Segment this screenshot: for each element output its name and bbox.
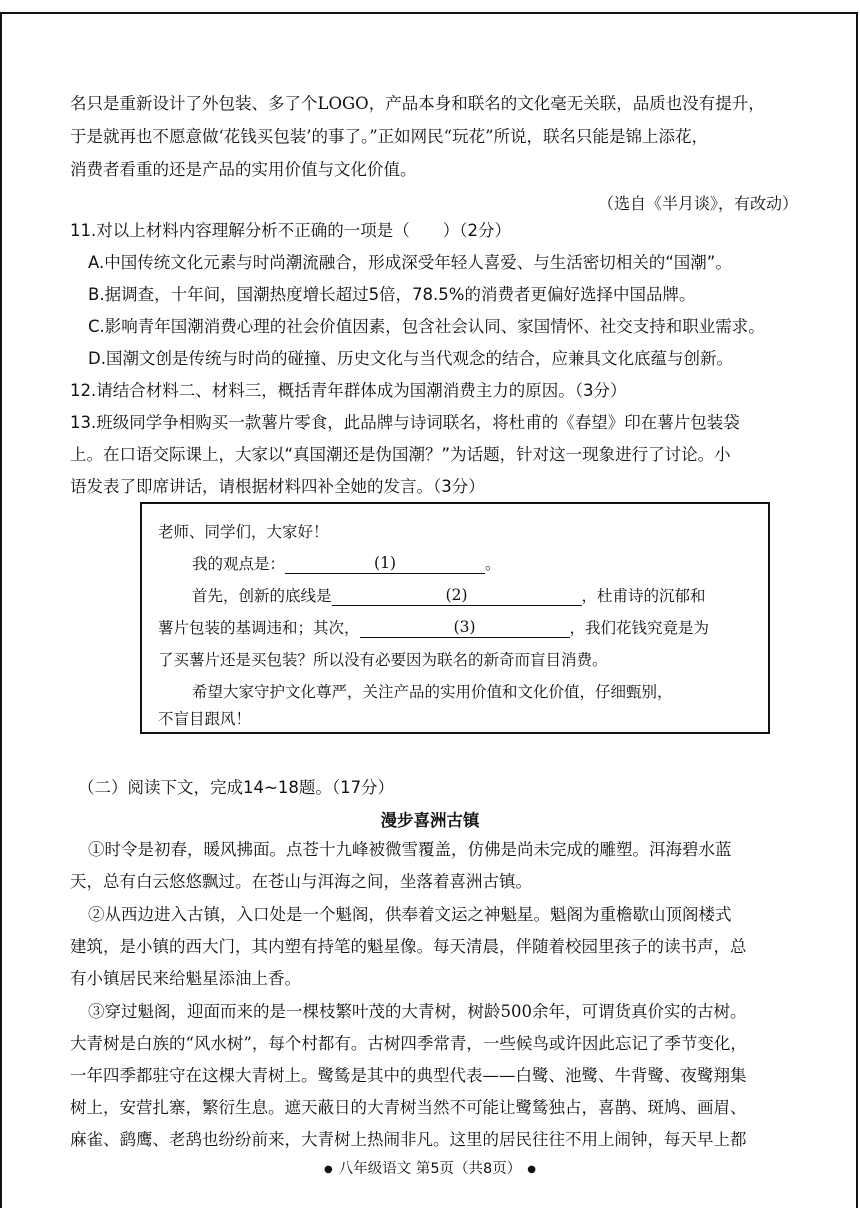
question-13-line: 上。在口语交际课上，大家以“真国潮还是伪国潮？”为话题，针对这一现象进行了讨论。小 bbox=[70, 445, 731, 464]
viewpoint-suffix: 。 bbox=[485, 555, 501, 573]
speech-first bbox=[192, 584, 706, 606]
question-13-line: 13.班级同学争相购买一款薯片零食，此品牌与诗词联名，将杜甫的《春望》印在薯片包装袋 bbox=[70, 413, 740, 432]
speech-greeting: 老师、同学们，大家好！ bbox=[158, 523, 329, 541]
paragraph-line: 一年四季都驻守在这棵大青树上。鹭鸶是其中的典型代表——白鹭、池鹭、牛背鹭、夜鹭翔集 bbox=[70, 1066, 747, 1085]
speech-viewpoint bbox=[192, 552, 501, 574]
option-c: C.影响青年国潮消费心理的社会价值因素，包含社会认同、家国情怀、社交支持和职业需求。 bbox=[88, 317, 765, 336]
option-b: B.据调查，十年间，国潮热度增长超过5倍，78.5%的消费者更偏好选择中国品牌。 bbox=[88, 285, 696, 304]
option-a: A.中国传统文化元素与时尚潮流融合，形成深受年轻人喜爱、与生活密切相关的“国潮”。 bbox=[88, 253, 732, 272]
first-suffix: ，杜甫诗的沉郁和 bbox=[581, 587, 706, 605]
first-prefix: 首先，创新的底线是 bbox=[192, 587, 332, 605]
paragraph-line: 树上，安营扎寨，繁衍生息。遮天蔽日的大青树当然不可能让鹭鸶独占，喜鹊、斑鸠、画眉、 bbox=[70, 1098, 747, 1117]
option-d: D.国潮文创是传统与时尚的碰撞、历史文化与当代观念的结合，应兼具文化底蕴与创新。 bbox=[88, 349, 733, 368]
speech-line: 了买薯片还是买包装？所以没有必要因为联名的新奇而盲目消费。 bbox=[158, 651, 608, 669]
second-prefix: 薯片包装的基调违和；其次， bbox=[158, 619, 360, 637]
paragraph-line: 天，总有白云悠悠飘过。在苍山与洱海之间，坐落着喜洲古镇。 bbox=[70, 872, 532, 891]
paragraph-line: 大青树是白族的“风水树”，每个村都有。古树四季常青，一些候鸟或许因此忘记了季节变化， bbox=[70, 1034, 747, 1053]
paragraph-line: ②从西边进入古镇，入口处是一个魁阁，供奉着文运之神魁星。魁阁为重檐歇山顶阁楼式 bbox=[88, 905, 732, 924]
section-heading: （二）阅读下文，完成14~18题。（17分） bbox=[78, 778, 395, 797]
second-suffix: ，我们花钱究竟是为 bbox=[569, 619, 710, 637]
question-11: 11.对以上材料内容理解分析不正确的一项是（ ）（2分） bbox=[70, 221, 511, 240]
page-footer bbox=[0, 1157, 860, 1178]
article-title: 漫步喜洲古镇 bbox=[380, 811, 480, 830]
text-line: 名只是重新设计了外包装、多了个LOGO，产品本身和联名的文化毫无关联，品质也没有提升， bbox=[70, 94, 765, 113]
paragraph-line: 有小镇居民来给魁星添油上香。 bbox=[70, 969, 301, 988]
paragraph-line: 麻雀、鹞鹰、老鸹也纷纷前来，大青树上热闹非凡。这里的居民往往不用上闹钟，每天早上都 bbox=[70, 1130, 747, 1149]
answer-blank-3[interactable]: (3) bbox=[360, 618, 570, 638]
footer-text: 八年级语文 第5页（共8页） bbox=[338, 1161, 522, 1177]
bullet-icon: ● bbox=[527, 1163, 537, 1175]
answer-blank-2[interactable]: (2) bbox=[332, 586, 582, 606]
paragraph-line: ①时令是初春，暖风拂面。点苍十九峰被微雪覆盖，仿佛是尚未完成的雕塑。洱海碧水蓝 bbox=[88, 840, 732, 859]
paragraph-line: ③穿过魁阁，迎面而来的是一棵枝繁叶茂的大青树，树龄500余年，可谓货真价实的古树。 bbox=[88, 1002, 747, 1021]
answer-blank-1[interactable]: (1) bbox=[285, 554, 485, 574]
paragraph-line: 建筑，是小镇的西大门，其内塑有持笔的魁星像。每天清晨，伴随着校园里孩子的读书声，总 bbox=[70, 937, 747, 956]
viewpoint-prefix: 我的观点是： bbox=[192, 555, 286, 573]
text-line: 消费者看重的还是产品的实用价值与文化价值。 bbox=[70, 160, 417, 179]
bullet-icon: ● bbox=[323, 1163, 333, 1175]
text-line: 于是就再也不愿意做‘花钱买包装’的事了。”正如网民“玩花”所说，联名只能是锦上添花， bbox=[70, 127, 709, 146]
question-12: 12.请结合材料二、材料三，概括青年群体成为国潮消费主力的原因。（3分） bbox=[70, 381, 627, 400]
speech-second bbox=[158, 616, 709, 638]
speech-line: 不盲目跟风！ bbox=[158, 710, 252, 728]
speech-line: 希望大家守护文化尊严，关注产品的实用价值和文化价值，仔细甄别， bbox=[192, 683, 673, 701]
question-13-line: 语发表了即席讲话，请根据材料四补全她的发言。（3分） bbox=[70, 477, 485, 496]
source-note: （选自《半月谈》，有改动） bbox=[597, 194, 798, 213]
